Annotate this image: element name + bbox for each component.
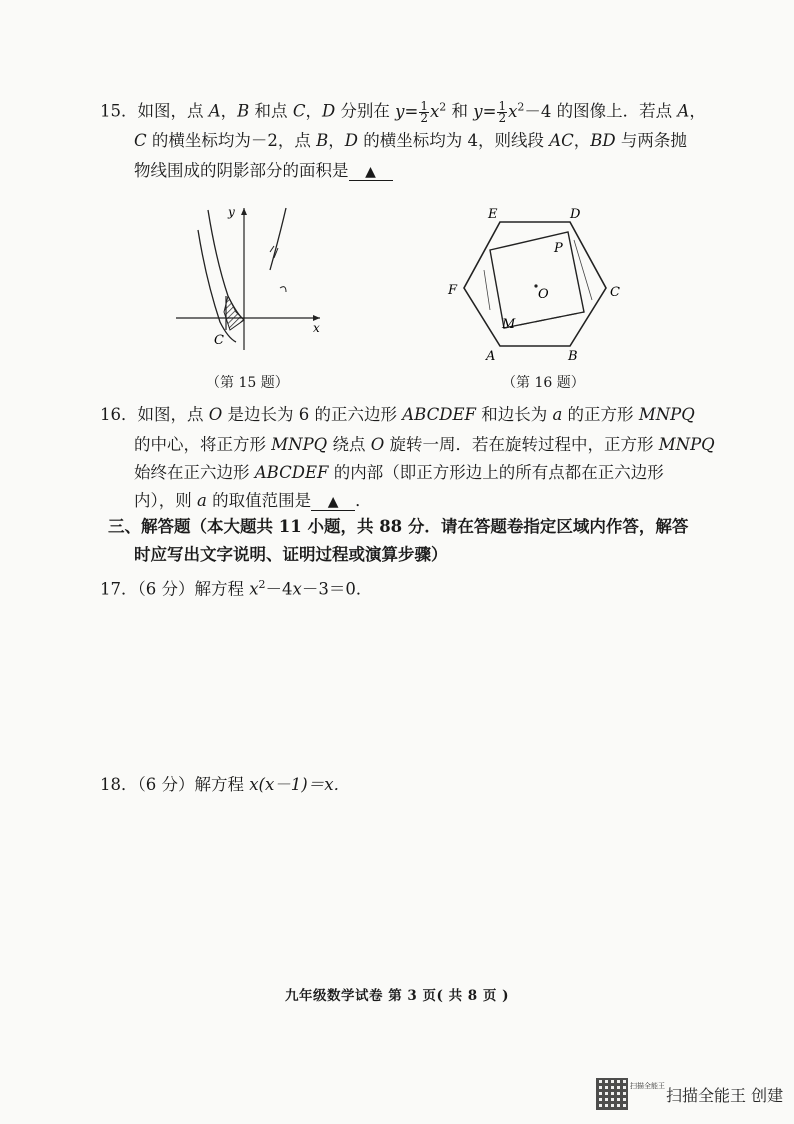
- hexagon-ABCDEF: [464, 222, 606, 346]
- square-MNPQ: [490, 232, 584, 328]
- page-footer: 九年级数学试卷 第 3 页( 共 8 页 ): [285, 988, 509, 1004]
- svg-text:B: B: [568, 349, 578, 364]
- fig15-x-label: x: [313, 321, 320, 335]
- q15-line2: C 的横坐标均为－2，点 B，D 的横坐标均为 4，则线段 AC，BD 与两条抛: [134, 131, 687, 150]
- parabola-right: [270, 208, 286, 270]
- q15-line1: 15．如图，点 A，B 和点 C，D 分别在 y= $\frac{1}{2}$ $x^2$ 和 y= $\frac{1}{2}$ $x^2-4$ 的图像上．若点 A，: [100, 98, 706, 125]
- q15-line3: 物线围成的阴影部分的面积是 ▲: [134, 160, 393, 182]
- svg-text:M: M: [502, 317, 516, 332]
- section3-heading-line2: 时应写出文字说明、证明过程或演算步骤）: [134, 545, 448, 564]
- q15-number: 15．: [100, 101, 138, 121]
- q15-function-2: y= $\frac{1}{2}$ $x^2-4$: [473, 98, 552, 125]
- fig15-y-label: y: [228, 205, 235, 219]
- q16-answer-blank: ▲: [311, 494, 355, 511]
- q15-function-1: y= $\frac{1}{2}$ $x^2$: [395, 98, 447, 125]
- section3-heading: 三、解答题（本大题共 11 小题，共 88 分．请在答题卷指定区域内作答，解答: [108, 517, 689, 536]
- q16-line1: 16．如图，点 O 是边长为 6 的正六边形 ABCDEF 和边长为 a 的正方形 MNPQ: [100, 405, 695, 424]
- svg-text:O: O: [538, 287, 549, 302]
- svg-text:E: E: [488, 207, 498, 222]
- q15-caption: （第 15 题）: [206, 375, 289, 391]
- fig15-C-label: C: [214, 333, 224, 348]
- qr-code-icon: [596, 1078, 628, 1110]
- scanner-watermark: [596, 1078, 784, 1110]
- svg-text:D: D: [570, 207, 581, 222]
- shaded-region: [224, 296, 244, 330]
- q16-line3: 始终在正六边形 ABCDEF 的内部（即正方形边上的所有点都在正六边形: [134, 463, 664, 482]
- svg-text:P: P: [554, 241, 563, 256]
- svg-text:A: A: [486, 349, 496, 364]
- q16-caption: （第 16 题）: [502, 375, 585, 391]
- scanner-text: 扫描全能王 创建: [666, 1086, 784, 1105]
- q16-line2: 的中心，将正方形 MNPQ 绕点 O 旋转一周．若在旋转过程中，正方形 MNPQ: [134, 435, 715, 454]
- svg-text:C: C: [610, 285, 620, 300]
- q16-line4: 内），则 a 的取值范围是 ▲ ．: [134, 491, 372, 510]
- svg-text:F: F: [448, 283, 458, 298]
- qr-label: 扫描全能王: [630, 1082, 665, 1090]
- q15-answer-blank: ▲: [349, 164, 393, 181]
- q16-figure: [442, 200, 642, 370]
- q18: 18．（6 分）解方程 x(x－1)＝x．: [100, 775, 351, 794]
- q17: 17．（6 分）解方程 $x^2-4x-3=0$．: [100, 578, 373, 599]
- q15-figure: [170, 200, 330, 360]
